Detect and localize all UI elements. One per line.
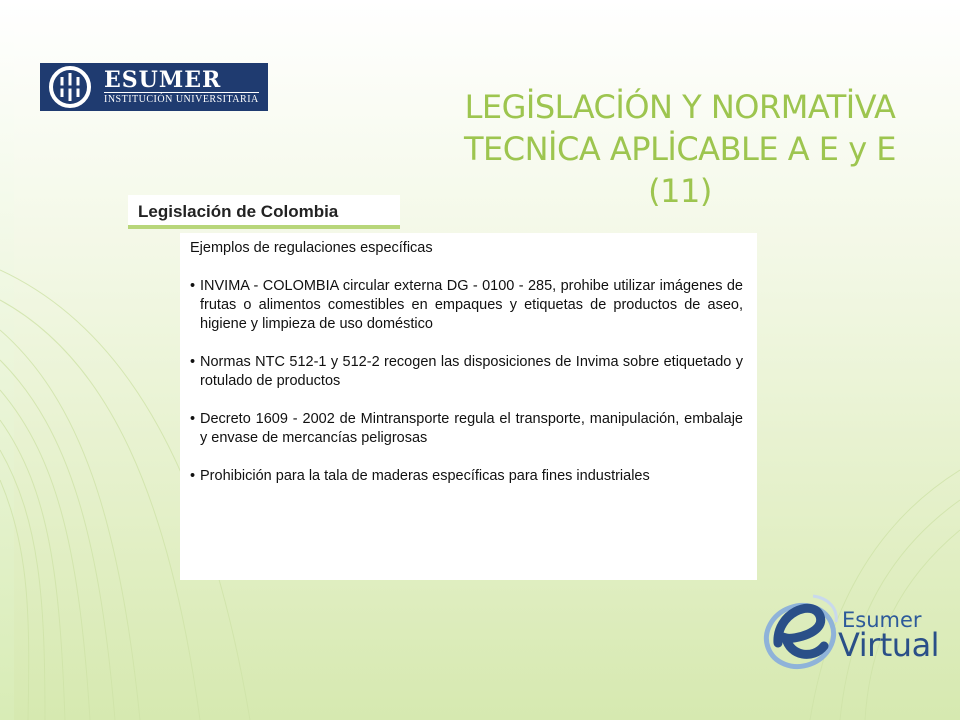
list-item [190,353,743,391]
bullet-icon: • [190,411,196,427]
bullet-icon: • [190,468,196,484]
logo-name: ESUMER [104,67,222,93]
bullet-icon: • [190,278,196,294]
section-tab-label: Legislación de Colombia [138,202,339,221]
esumer-emblem-icon [40,63,100,111]
list-item-text: Prohibición para la tala de maderas específicas para fines industriales [200,468,650,484]
content-intro: Ejemplos de regulaciones específicas [190,240,433,256]
slide-title [430,86,930,212]
virtual-logo-word-esumer: Esumer [842,608,922,632]
esumer-logo [40,63,268,111]
logo-subtitle: INSTITUCIÓN UNIVERSITARIA [104,94,259,105]
list-item [190,410,743,448]
esumer-virtual-logo [758,588,940,676]
virtual-e-icon [758,588,848,676]
list-item-text: INVIMA - COLOMBIA circular externa DG - 0100 - 285, prohibe utilizar imágenes de frutas o alimentos comestibles en empaques y etiquetas de productos de aseo, higiene y limpieza de uso doméstico [200,278,743,332]
list-item-text: Decreto 1609 - 2002 de Mintransporte regula el transporte, manipulación, embalaje y envase de mercancías peligrosas [200,411,743,446]
section-tab [128,195,400,229]
list-item [190,277,743,334]
title-line-1: LEGİSLACİÓN Y NORMATİVA [464,88,896,126]
list-item-text: Normas NTC 512-1 y 512-2 recogen las disposiciones de Invima sobre etiquetado y rotulado de productos [200,354,743,389]
content-box [180,233,757,580]
list-item [190,467,743,486]
title-line-2: TECNİCA APLİCABLE A E y E (11) [463,130,897,210]
virtual-logo-word-virtual: Virtual [838,626,940,664]
bullet-icon: • [190,354,196,370]
